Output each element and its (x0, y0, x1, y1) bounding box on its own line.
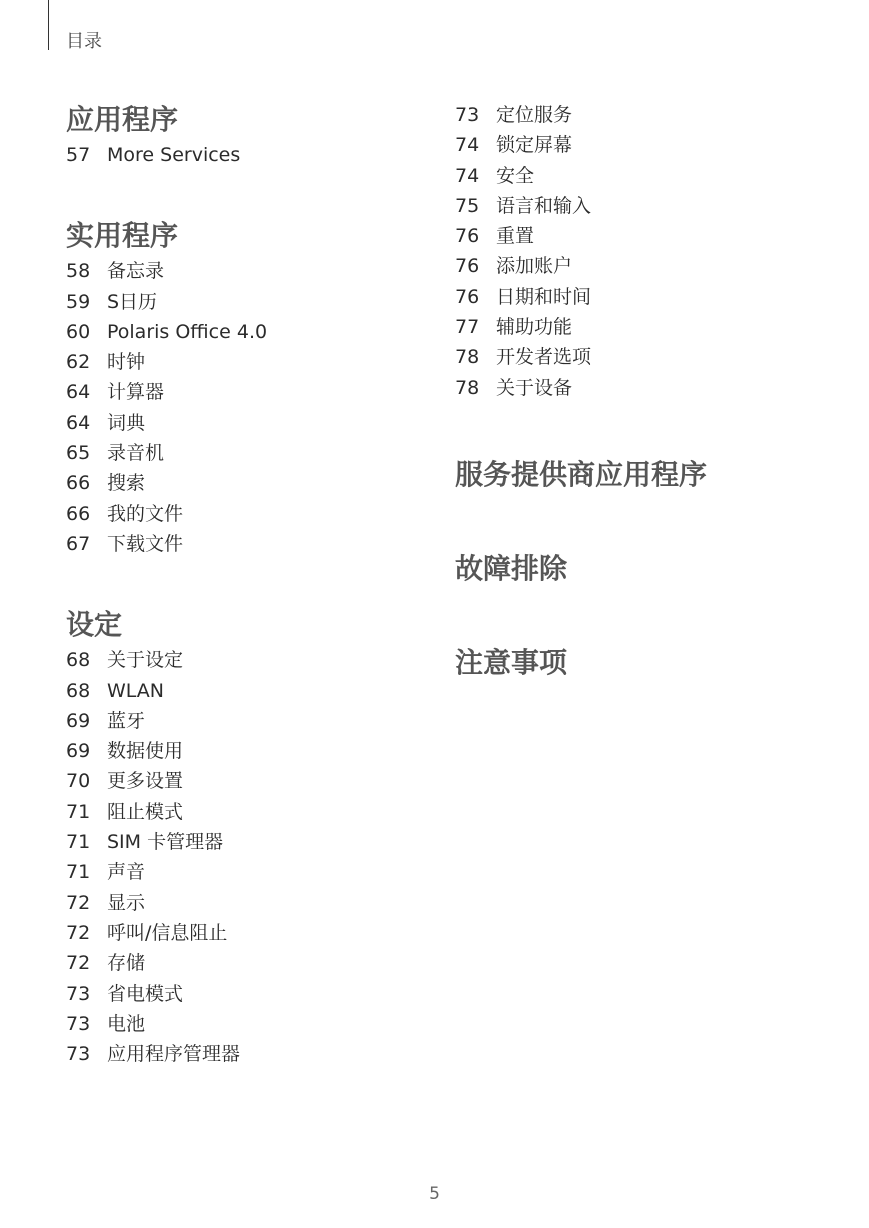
toc-entry[interactable] (66, 468, 426, 498)
toc-entry-page: 73 (66, 982, 91, 1005)
toc-entry[interactable] (455, 221, 855, 251)
section-entries-settings-continued (455, 100, 855, 403)
toc-entry-label: 重置 (496, 225, 535, 248)
toc-entry-page: 71 (66, 800, 91, 823)
toc-entry[interactable] (66, 797, 426, 827)
toc-entry-label: 蓝牙 (107, 709, 146, 732)
toc-entry-page: 69 (66, 709, 91, 732)
toc-entry-label: 锁定屏幕 (496, 134, 573, 157)
toc-entry-label: 计算器 (107, 381, 165, 404)
toc-entry-label: 添加账户 (496, 255, 573, 278)
toc-entry[interactable] (66, 1039, 426, 1069)
toc-entry[interactable] (66, 979, 426, 1009)
toc-entry-page: 64 (66, 411, 91, 434)
toc-entry[interactable] (66, 1009, 426, 1039)
toc-entry[interactable] (455, 373, 855, 403)
toc-entry-label: 搜索 (107, 472, 146, 495)
toc-entry-page: 76 (455, 285, 480, 308)
toc-entry-page: 72 (66, 952, 91, 975)
header-rule (48, 0, 49, 50)
toc-entry[interactable] (455, 191, 855, 221)
toc-entry[interactable] (455, 130, 855, 160)
toc-entry[interactable] (66, 377, 426, 407)
toc-entry[interactable] (66, 256, 426, 286)
toc-entry-label: 下载文件 (107, 532, 184, 555)
toc-entry-label: 关于设备 (496, 376, 573, 399)
toc-entry-page: 78 (455, 346, 480, 369)
toc-entry[interactable] (66, 287, 426, 317)
toc-entry-page: 72 (66, 891, 91, 914)
toc-entry-label: 我的文件 (107, 502, 184, 525)
section-title-troubleshooting[interactable]: 故障排除 (455, 551, 568, 585)
toc-entry-label: 显示 (107, 891, 146, 914)
section-entries-settings (66, 645, 426, 1069)
toc-entry-label: 词典 (107, 411, 146, 434)
toc-entry-label: 日期和时间 (496, 285, 592, 308)
toc-entry[interactable] (66, 827, 426, 857)
toc-entry[interactable] (455, 312, 855, 342)
toc-entry-page: 64 (66, 381, 91, 404)
toc-entry-page: 59 (66, 290, 91, 313)
toc-entry-page: 73 (66, 1012, 91, 1035)
toc-left-column (66, 100, 426, 1069)
toc-entry[interactable] (66, 499, 426, 529)
section-entries-apps (66, 140, 426, 170)
toc-entry-label: Polaris Office 4.0 (107, 320, 268, 343)
toc-entry-label: 定位服务 (496, 104, 573, 126)
toc-entry[interactable] (66, 736, 426, 766)
toc-entry-page: 58 (66, 260, 91, 283)
toc-entry[interactable] (66, 438, 426, 468)
toc-entry-label: SIM 卡管理器 (107, 831, 224, 854)
toc-entry[interactable] (66, 948, 426, 978)
toc-entry-label: More Services (107, 144, 241, 166)
toc-entry-label: 录音机 (107, 442, 165, 465)
toc-entry[interactable] (66, 645, 426, 675)
toc-entry[interactable] (66, 857, 426, 887)
toc-entry-page: 60 (66, 320, 91, 343)
toc-entry-page: 74 (455, 164, 480, 187)
toc-entry[interactable] (66, 140, 426, 170)
toc-right-column (455, 100, 855, 683)
toc-entry[interactable] (455, 282, 855, 312)
toc-entry-page: 70 (66, 770, 91, 793)
toc-entry-page: 62 (66, 351, 91, 374)
toc-entry[interactable] (66, 706, 426, 736)
toc-entry[interactable] (66, 317, 426, 347)
toc-entry-page: 76 (455, 225, 480, 248)
toc-entry[interactable] (66, 888, 426, 918)
toc-entry[interactable] (66, 766, 426, 796)
toc-entry-page: 78 (455, 376, 480, 399)
toc-entry-page: 77 (455, 316, 480, 339)
section-title-utilities[interactable]: 实用程序 (66, 219, 179, 253)
toc-entry-page: 69 (66, 740, 91, 763)
section-title-precautions[interactable]: 注意事项 (455, 645, 568, 679)
toc-entry[interactable] (455, 100, 855, 130)
toc-entry[interactable] (455, 251, 855, 281)
toc-entry-label: WLAN (107, 679, 165, 702)
toc-entry-page: 71 (66, 861, 91, 884)
page-header: 目录 (66, 31, 102, 52)
toc-entry-label: 呼叫/信息阻止 (107, 921, 228, 944)
section-title-apps[interactable]: 应用程序 (66, 103, 179, 136)
toc-entry[interactable] (66, 529, 426, 559)
toc-entry-page: 76 (455, 255, 480, 278)
toc-entry-page: 74 (455, 134, 480, 157)
toc-entry-label: 存储 (107, 952, 146, 975)
toc-entry[interactable] (66, 676, 426, 706)
section-entries-utilities (66, 256, 426, 559)
toc-entry-page: 73 (66, 1043, 91, 1066)
toc-entry-label: 电池 (107, 1012, 146, 1035)
toc-entry-page: 66 (66, 472, 91, 495)
toc-entry[interactable] (66, 918, 426, 948)
toc-entry-page: 57 (66, 144, 91, 166)
toc-entry-page: 65 (66, 442, 91, 465)
toc-entry[interactable] (455, 342, 855, 372)
toc-entry-label: 应用程序管理器 (107, 1043, 241, 1066)
toc-entry-label: 数据使用 (107, 740, 184, 763)
toc-entry-label: 阻止模式 (107, 800, 184, 823)
toc-entry-label: 安全 (496, 164, 535, 187)
toc-entry[interactable] (455, 161, 855, 191)
toc-entry-label: 省电模式 (107, 982, 184, 1005)
toc-entry-label: 更多设置 (107, 770, 184, 793)
toc-entry-label: 辅助功能 (496, 316, 573, 339)
toc-entry-page: 71 (66, 831, 91, 854)
toc-entry-page: 66 (66, 502, 91, 525)
toc-entry-page: 68 (66, 649, 91, 672)
toc-entry-page: 72 (66, 921, 91, 944)
toc-entry-label: 时钟 (107, 351, 146, 374)
toc-entry-label: 开发者选项 (496, 346, 592, 369)
toc-entry-label: S日历 (107, 290, 158, 313)
toc-entry-label: 关于设定 (107, 649, 184, 672)
toc-entry-label: 声音 (107, 861, 146, 884)
toc-entry-label: 备忘录 (107, 260, 165, 283)
section-title-settings[interactable]: 设定 (66, 608, 123, 642)
toc-entry-page: 73 (455, 104, 480, 126)
toc-entry-page: 68 (66, 679, 91, 702)
section-title-provider-apps[interactable]: 服务提供商应用程序 (455, 457, 708, 491)
toc-entry-page: 75 (455, 194, 480, 217)
toc-entry-label: 语言和输入 (496, 194, 592, 217)
toc-entry-page: 67 (66, 532, 91, 555)
page-number: 5 (429, 1184, 440, 1204)
toc-entry[interactable] (66, 408, 426, 438)
toc-entry[interactable] (66, 347, 426, 377)
